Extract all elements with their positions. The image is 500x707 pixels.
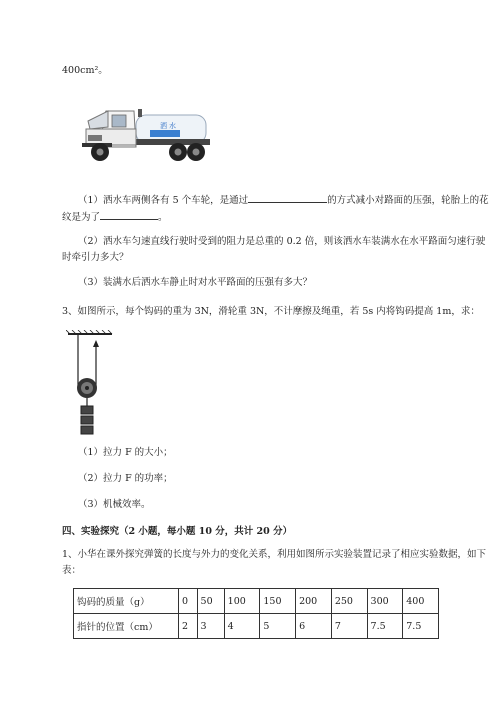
q-truck-part2-line2: 时牵引力多大？ <box>62 252 129 263</box>
table-row <box>74 614 439 639</box>
table-cell: 7 <box>331 614 367 639</box>
section4-title: 四、实验探究（2 小题，每小题 10 分，共计 20 分） <box>62 526 293 537</box>
table-cell: 250 <box>331 589 367 614</box>
data-table <box>73 588 439 639</box>
table-cell: 5 <box>260 614 296 639</box>
q-truck-part1-text-b: 的方式减小对路面的压强，轮胎上的花 <box>327 195 489 206</box>
water-truck-image <box>78 97 218 167</box>
table-cell: 400 <box>403 589 439 614</box>
q4-1-stem-line1: 1、小华在课外探究弹簧的长度与外力的变化关系，利用如图所示实验装置记录了相应实验数据，如下 <box>62 549 487 560</box>
table-cell: 150 <box>260 589 296 614</box>
answer-blank-1[interactable] <box>248 192 327 203</box>
table-cell: 300 <box>367 589 403 614</box>
table-cell: 100 <box>224 589 260 614</box>
table-cell: 2 <box>179 614 198 639</box>
answer-blank-2[interactable] <box>100 209 158 220</box>
q-truck-part1-line1 <box>78 192 489 207</box>
q3-sub2: （2）拉力 F 的功率； <box>78 473 173 484</box>
table-cell: 4 <box>224 614 260 639</box>
q-truck-part2-line1: （2）洒水车匀速直线行驶时受到的阻力是总重的 0.2 倍，则该洒水车装满水在水平路面匀速行驶 <box>78 236 486 247</box>
table-cell: 指针的位置（cm） <box>74 614 179 639</box>
table-cell: 50 <box>197 589 224 614</box>
q-truck-part1-text-d: 。 <box>158 212 168 223</box>
table-cell: 7.5 <box>403 614 439 639</box>
top-line: 400cm²。 <box>62 65 108 76</box>
table-cell: 6 <box>296 614 332 639</box>
table-cell: 7.5 <box>367 614 403 639</box>
q-truck-part1-line2 <box>62 209 168 224</box>
truck-tank-text: 洒 水 <box>160 123 176 130</box>
table-cell: 0 <box>179 589 198 614</box>
table-cell: 3 <box>197 614 224 639</box>
q-truck-part3: （3）装满水后洒水车静止时对水平路面的压强有多大？ <box>78 277 313 288</box>
q-truck-part1-text-a: （1）洒水车两侧各有 5 个车轮，是通过 <box>78 195 249 206</box>
q3-sub3: （3）机械效率。 <box>78 499 151 510</box>
table-row <box>74 589 439 614</box>
q3-sub1: （1）拉力 F 的大小； <box>78 447 173 458</box>
table-cell: 200 <box>296 589 332 614</box>
table-cell: 钩码的质量（g） <box>74 589 179 614</box>
q3-stem: 3、如图所示，每个钩码的重为 3N，滑轮重 3N，不计摩擦及绳重，若 5s 内将钩码提高 1m，求： <box>62 306 480 317</box>
pulley-diagram <box>66 330 116 440</box>
q-truck-part1-text-c: 纹是为了 <box>62 212 101 223</box>
q4-1-stem-line2: 表： <box>62 565 82 576</box>
